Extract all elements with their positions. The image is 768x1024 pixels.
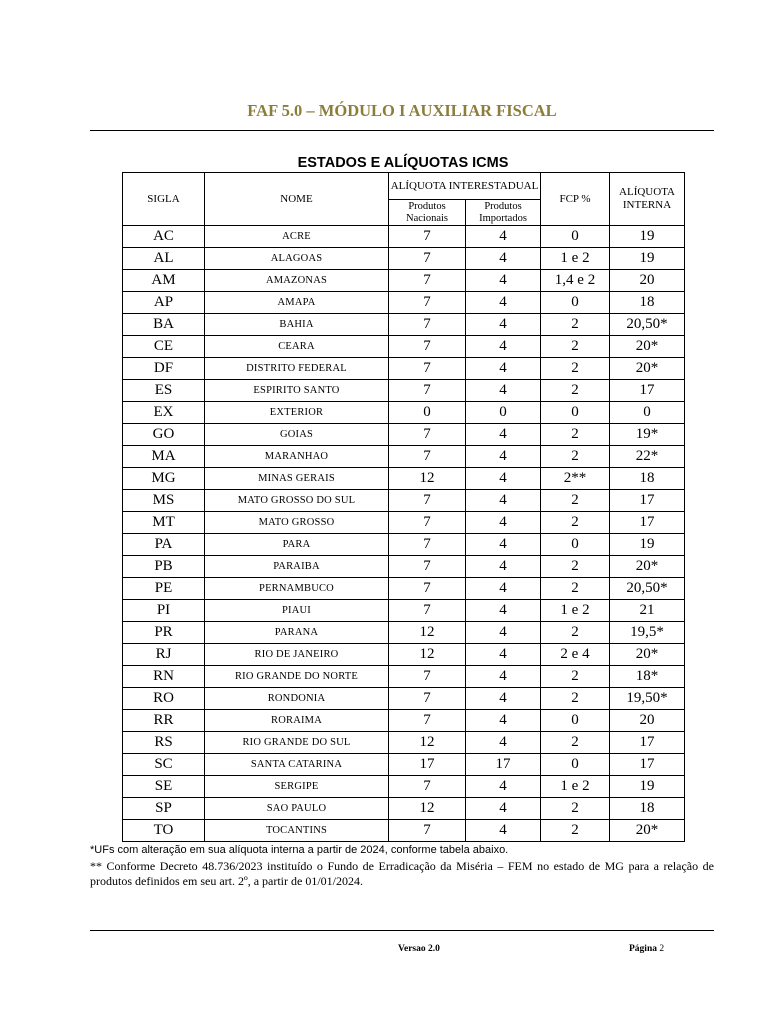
document-title: FAF 5.0 – MÓDULO I AUXILIAR FISCAL (247, 101, 557, 120)
table-row (123, 798, 685, 820)
cell-produtos-nacionais: 7 (389, 358, 466, 380)
cell-fcp: 2 (541, 820, 610, 842)
table-row (123, 512, 685, 534)
cell-produtos-nacionais: 7 (389, 490, 466, 512)
cell-sigla: SP (123, 798, 205, 820)
cell-fcp: 2 (541, 314, 610, 336)
cell-fcp: 2 (541, 424, 610, 446)
cell-fcp: 1 e 2 (541, 600, 610, 622)
cell-nome: GOIAS (205, 424, 389, 446)
cell-nome: RONDONIA (205, 688, 389, 710)
cell-fcp: 1 e 2 (541, 776, 610, 798)
cell-fcp: 2 (541, 490, 610, 512)
table-row (123, 402, 685, 424)
cell-nome: MINAS GERAIS (205, 468, 389, 490)
cell-produtos-nacionais: 12 (389, 798, 466, 820)
cell-produtos-nacionais: 7 (389, 556, 466, 578)
cell-nome: MATO GROSSO (205, 512, 389, 534)
cell-produtos-importados: 4 (466, 534, 541, 556)
table-row (123, 644, 685, 666)
cell-fcp: 0 (541, 534, 610, 556)
cell-sigla: ES (123, 380, 205, 402)
cell-produtos-nacionais: 7 (389, 666, 466, 688)
cell-sigla: RJ (123, 644, 205, 666)
cell-aliquota-interna: 20 (610, 270, 685, 292)
table-row (123, 754, 685, 776)
cell-sigla: AL (123, 248, 205, 270)
cell-sigla: GO (123, 424, 205, 446)
cell-aliquota-interna: 17 (610, 490, 685, 512)
footer-page (629, 944, 664, 954)
table-row (123, 248, 685, 270)
cell-fcp: 2 (541, 446, 610, 468)
cell-fcp: 2 (541, 666, 610, 688)
cell-produtos-importados: 0 (466, 402, 541, 424)
table-row (123, 534, 685, 556)
table-row (123, 776, 685, 798)
cell-produtos-nacionais: 0 (389, 402, 466, 424)
table-row (123, 688, 685, 710)
footer-version: Versao 2.0 (398, 944, 440, 954)
cell-fcp: 0 (541, 226, 610, 248)
cell-produtos-importados: 4 (466, 666, 541, 688)
cell-sigla: BA (123, 314, 205, 336)
cell-aliquota-interna: 19 (610, 776, 685, 798)
cell-aliquota-interna: 22* (610, 446, 685, 468)
cell-nome: BAHIA (205, 314, 389, 336)
cell-produtos-nacionais: 7 (389, 776, 466, 798)
cell-nome: RIO GRANDE DO SUL (205, 732, 389, 754)
table-row (123, 358, 685, 380)
cell-produtos-nacionais: 17 (389, 754, 466, 776)
cell-produtos-importados: 4 (466, 226, 541, 248)
cell-nome: PIAUI (205, 600, 389, 622)
cell-nome: PERNAMBUCO (205, 578, 389, 600)
header-produtos-nacionais: Produtos Nacionais (389, 200, 466, 226)
cell-nome: DISTRITO FEDERAL (205, 358, 389, 380)
cell-fcp: 2 e 4 (541, 644, 610, 666)
cell-aliquota-interna: 19* (610, 424, 685, 446)
cell-produtos-importados: 4 (466, 490, 541, 512)
cell-sigla: AM (123, 270, 205, 292)
cell-sigla: PR (123, 622, 205, 644)
table-row (123, 490, 685, 512)
table-row (123, 226, 685, 248)
footnote-single-asterisk: *UFs com alteração em sua alíquota interna a partir de 2024, conforme tabela abaixo. (90, 844, 509, 856)
cell-sigla: MA (123, 446, 205, 468)
cell-fcp: 2 (541, 622, 610, 644)
cell-produtos-nacionais: 7 (389, 446, 466, 468)
cell-produtos-nacionais: 7 (389, 380, 466, 402)
cell-fcp: 0 (541, 402, 610, 424)
cell-nome: ESPIRITO SANTO (205, 380, 389, 402)
cell-aliquota-interna: 17 (610, 380, 685, 402)
cell-fcp: 1,4 e 2 (541, 270, 610, 292)
cell-produtos-importados: 4 (466, 512, 541, 534)
cell-nome: TOCANTINS (205, 820, 389, 842)
table-row (123, 622, 685, 644)
cell-produtos-importados: 4 (466, 578, 541, 600)
cell-sigla: MT (123, 512, 205, 534)
cell-produtos-importados: 4 (466, 556, 541, 578)
cell-produtos-nacionais: 7 (389, 512, 466, 534)
cell-nome: PARAIBA (205, 556, 389, 578)
table-row (123, 424, 685, 446)
cell-nome: PARA (205, 534, 389, 556)
cell-produtos-importados: 4 (466, 468, 541, 490)
cell-produtos-importados: 4 (466, 380, 541, 402)
cell-aliquota-interna: 17 (610, 512, 685, 534)
cell-produtos-nacionais: 12 (389, 622, 466, 644)
cell-fcp: 0 (541, 754, 610, 776)
cell-nome: AMAPA (205, 292, 389, 314)
cell-produtos-importados: 4 (466, 644, 541, 666)
cell-aliquota-interna: 18* (610, 666, 685, 688)
cell-sigla: SE (123, 776, 205, 798)
cell-produtos-importados: 4 (466, 776, 541, 798)
cell-sigla: MS (123, 490, 205, 512)
cell-sigla: CE (123, 336, 205, 358)
cell-nome: RORAIMA (205, 710, 389, 732)
cell-aliquota-interna: 17 (610, 732, 685, 754)
cell-produtos-nacionais: 7 (389, 270, 466, 292)
cell-sigla: PE (123, 578, 205, 600)
cell-fcp: 2 (541, 556, 610, 578)
cell-produtos-importados: 4 (466, 798, 541, 820)
cell-produtos-nacionais: 7 (389, 248, 466, 270)
cell-sigla: PB (123, 556, 205, 578)
table-row (123, 710, 685, 732)
cell-produtos-importados: 4 (466, 292, 541, 314)
cell-fcp: 2 (541, 380, 610, 402)
cell-aliquota-interna: 17 (610, 754, 685, 776)
footnote-double-asterisk: ** Conforme Decreto 48.736/2023 instituído o Fundo de Erradicação da Miséria – FEM no estado de MG para a relação de produtos definidos em seu art. 2º, a partir de 01/01/2024. (90, 859, 714, 888)
cell-fcp: 2 (541, 578, 610, 600)
cell-aliquota-interna: 18 (610, 292, 685, 314)
cell-produtos-nacionais: 7 (389, 292, 466, 314)
cell-sigla: SC (123, 754, 205, 776)
cell-produtos-importados: 4 (466, 358, 541, 380)
cell-nome: CEARA (205, 336, 389, 358)
cell-fcp: 0 (541, 292, 610, 314)
cell-produtos-importados: 4 (466, 600, 541, 622)
cell-aliquota-interna: 19 (610, 226, 685, 248)
table-row (123, 270, 685, 292)
cell-produtos-importados: 17 (466, 754, 541, 776)
cell-aliquota-interna: 20* (610, 820, 685, 842)
header-fcp: FCP % (541, 173, 610, 226)
table-row (123, 666, 685, 688)
cell-produtos-nacionais: 7 (389, 820, 466, 842)
cell-produtos-nacionais: 7 (389, 336, 466, 358)
cell-nome: SANTA CATARINA (205, 754, 389, 776)
header-produtos-importados: Produtos Importados (466, 200, 541, 226)
header-aliquota-interna: ALÍQUOTA INTERNA (610, 173, 685, 226)
table-body (123, 226, 685, 842)
cell-nome: SAO PAULO (205, 798, 389, 820)
cell-sigla: TO (123, 820, 205, 842)
cell-nome: AMAZONAS (205, 270, 389, 292)
cell-sigla: DF (123, 358, 205, 380)
table-row (123, 292, 685, 314)
cell-fcp: 2 (541, 358, 610, 380)
cell-nome: RIO DE JANEIRO (205, 644, 389, 666)
footer-page-label: Página (629, 944, 657, 954)
cell-nome: MARANHAO (205, 446, 389, 468)
table-row (123, 468, 685, 490)
header-sigla: SIGLA (123, 173, 205, 226)
cell-aliquota-interna: 19,50* (610, 688, 685, 710)
table-row (123, 578, 685, 600)
cell-aliquota-interna: 19 (610, 248, 685, 270)
cell-produtos-importados: 4 (466, 336, 541, 358)
cell-fcp: 0 (541, 710, 610, 732)
cell-nome: SERGIPE (205, 776, 389, 798)
cell-produtos-nacionais: 7 (389, 710, 466, 732)
header-nome: NOME (205, 173, 389, 226)
table-row (123, 380, 685, 402)
cell-nome: EXTERIOR (205, 402, 389, 424)
cell-aliquota-interna: 20,50* (610, 578, 685, 600)
cell-produtos-importados: 4 (466, 424, 541, 446)
cell-produtos-importados: 4 (466, 248, 541, 270)
cell-fcp: 2 (541, 798, 610, 820)
cell-sigla: RN (123, 666, 205, 688)
table-row (123, 446, 685, 468)
cell-produtos-importados: 4 (466, 732, 541, 754)
cell-aliquota-interna: 18 (610, 798, 685, 820)
cell-produtos-importados: 4 (466, 688, 541, 710)
cell-sigla: PI (123, 600, 205, 622)
cell-nome: ALAGOAS (205, 248, 389, 270)
table-row (123, 556, 685, 578)
footer-page-number: 2 (659, 944, 665, 954)
cell-sigla: PA (123, 534, 205, 556)
cell-nome: RIO GRANDE DO NORTE (205, 666, 389, 688)
cell-produtos-importados: 4 (466, 710, 541, 732)
cell-nome: ACRE (205, 226, 389, 248)
cell-aliquota-interna: 20* (610, 556, 685, 578)
cell-sigla: RR (123, 710, 205, 732)
cell-produtos-nacionais: 7 (389, 314, 466, 336)
cell-produtos-nacionais: 7 (389, 534, 466, 556)
cell-fcp: 2** (541, 468, 610, 490)
cell-aliquota-interna: 21 (610, 600, 685, 622)
cell-aliquota-interna: 18 (610, 468, 685, 490)
cell-produtos-nacionais: 7 (389, 600, 466, 622)
cell-produtos-nacionais: 7 (389, 578, 466, 600)
cell-aliquota-interna: 20,50* (610, 314, 685, 336)
cell-sigla: RO (123, 688, 205, 710)
cell-sigla: EX (123, 402, 205, 424)
table-title: ESTADOS E ALÍQUOTAS ICMS (297, 155, 509, 171)
table-row (123, 732, 685, 754)
cell-produtos-nacionais: 7 (389, 226, 466, 248)
cell-produtos-importados: 4 (466, 446, 541, 468)
table-row (123, 820, 685, 842)
cell-fcp: 2 (541, 732, 610, 754)
cell-sigla: RS (123, 732, 205, 754)
cell-produtos-importados: 4 (466, 314, 541, 336)
cell-fcp: 1 e 2 (541, 248, 610, 270)
cell-produtos-importados: 4 (466, 622, 541, 644)
cell-fcp: 2 (541, 512, 610, 534)
cell-aliquota-interna: 19,5* (610, 622, 685, 644)
table-row (123, 336, 685, 358)
table-row (123, 314, 685, 336)
cell-aliquota-interna: 20* (610, 336, 685, 358)
cell-aliquota-interna: 20 (610, 710, 685, 732)
footer-divider (90, 930, 714, 931)
cell-nome: PARANA (205, 622, 389, 644)
cell-aliquota-interna: 20* (610, 644, 685, 666)
icms-table (122, 172, 685, 842)
cell-aliquota-interna: 0 (610, 402, 685, 424)
header-divider (90, 130, 714, 131)
cell-sigla: AP (123, 292, 205, 314)
table-row (123, 600, 685, 622)
cell-produtos-nacionais: 12 (389, 468, 466, 490)
cell-produtos-nacionais: 7 (389, 688, 466, 710)
cell-produtos-nacionais: 7 (389, 424, 466, 446)
cell-produtos-importados: 4 (466, 820, 541, 842)
cell-fcp: 2 (541, 336, 610, 358)
cell-nome: MATO GROSSO DO SUL (205, 490, 389, 512)
cell-sigla: MG (123, 468, 205, 490)
cell-produtos-nacionais: 12 (389, 644, 466, 666)
cell-produtos-importados: 4 (466, 270, 541, 292)
header-aliquota-interestadual: ALÍQUOTA INTERESTADUAL (389, 173, 541, 200)
cell-fcp: 2 (541, 688, 610, 710)
cell-aliquota-interna: 20* (610, 358, 685, 380)
cell-produtos-nacionais: 12 (389, 732, 466, 754)
cell-sigla: AC (123, 226, 205, 248)
cell-aliquota-interna: 19 (610, 534, 685, 556)
